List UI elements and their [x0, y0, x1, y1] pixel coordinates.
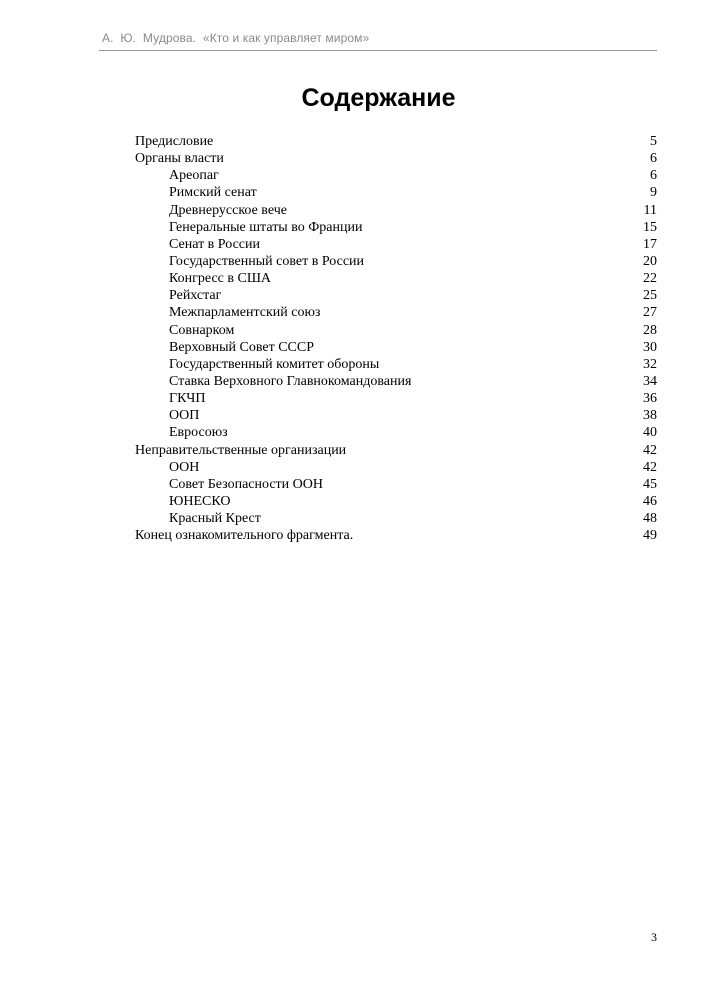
toc-entry[interactable] [135, 236, 657, 253]
toc-entry[interactable] [135, 304, 657, 321]
toc-entry-title: ООП [169, 408, 200, 424]
toc-entry[interactable] [135, 219, 657, 236]
toc-entry[interactable] [135, 442, 657, 459]
toc-entry[interactable] [135, 202, 657, 219]
toc-entry[interactable] [135, 184, 657, 201]
toc-entry-page: 40 [643, 425, 657, 441]
toc-entry-title: Верховный Совет СССР [169, 339, 315, 355]
toc-entry-page: 38 [643, 408, 657, 424]
toc-entry-title: Красный Крест [169, 511, 261, 527]
toc-entry-page: 17 [643, 236, 657, 252]
toc-entry-page: 5 [650, 134, 657, 149]
toc-entry-page: 6 [650, 151, 657, 167]
toc-entry-title: Сенат в России [169, 236, 260, 252]
toc-entry-title: Органы власти [135, 151, 224, 167]
toc-entry-title: Конец ознакомительного фрагмента. [135, 528, 354, 544]
toc-entry[interactable] [135, 287, 657, 304]
toc-entry-page: 36 [643, 391, 657, 407]
toc-entry-title: Римский сенат [169, 185, 257, 201]
toc-entry-title: ООН [169, 459, 200, 475]
toc-entry-page: 9 [650, 185, 657, 201]
header-divider [99, 50, 657, 51]
toc-entry[interactable] [135, 510, 657, 527]
toc-entry[interactable] [135, 476, 657, 493]
toc-entry-page: 45 [643, 476, 657, 492]
toc-entry[interactable] [135, 407, 657, 424]
toc-entry[interactable] [135, 322, 657, 339]
toc-entry-title: Совнарком [169, 322, 235, 338]
toc-entry-title: Древнерусское вече [169, 202, 287, 218]
toc-entry-page: 15 [643, 219, 657, 235]
toc-entry[interactable] [135, 253, 657, 270]
toc-entry[interactable] [135, 167, 657, 184]
table-of-contents [135, 133, 657, 544]
toc-entry-title: Неправительственные организации [135, 442, 347, 458]
toc-entry[interactable] [135, 527, 657, 544]
toc-entry-page: 11 [643, 202, 657, 218]
toc-entry-title: Совет Безопасности ООН [169, 476, 323, 492]
toc-entry-title: Государственный комитет обороны [169, 356, 380, 372]
toc-entry-page: 30 [643, 339, 657, 355]
toc-entry-page: 22 [643, 271, 657, 287]
page-number: 3 [651, 930, 657, 944]
toc-entry-title: Генеральные штаты во Франции [169, 219, 363, 235]
toc-entry[interactable] [135, 459, 657, 476]
toc-entry-page: 6 [650, 168, 657, 184]
toc-entry-page: 42 [643, 459, 657, 475]
toc-entry-title: Ареопаг [169, 168, 219, 184]
toc-entry-title: Евросоюз [169, 425, 228, 441]
toc-entry-page: 25 [643, 288, 657, 304]
toc-entry-title: ГКЧП [169, 391, 206, 407]
toc-entry-page: 32 [643, 356, 657, 372]
toc-entry[interactable] [135, 133, 657, 150]
toc-entry-title: Рейхстаг [169, 288, 222, 304]
toc-entry-title: Предисловие [135, 134, 214, 149]
toc-entry-page: 20 [643, 253, 657, 269]
toc-entry[interactable] [135, 390, 657, 407]
toc-entry-page: 48 [643, 511, 657, 527]
toc-entry-title: ЮНЕСКО [169, 493, 231, 509]
toc-entry-title: Государственный совет в России [169, 253, 365, 269]
toc-entry[interactable] [135, 493, 657, 510]
toc-entry[interactable] [135, 424, 657, 441]
toc-entry-title: Ставка Верховного Главнокомандования [169, 373, 412, 389]
toc-entry[interactable] [135, 150, 657, 167]
toc-entry-title: Межпарламентский союз [169, 305, 321, 321]
toc-entry[interactable] [135, 270, 657, 287]
toc-entry-page: 34 [643, 373, 657, 389]
toc-entry-page: 49 [643, 528, 657, 544]
toc-entry[interactable] [135, 373, 657, 390]
toc-entry-page: 42 [643, 442, 657, 458]
toc-entry[interactable] [135, 356, 657, 373]
page-title: Содержание [301, 84, 456, 112]
toc-entry-page: 28 [643, 322, 657, 338]
toc-entry-page: 27 [643, 305, 657, 321]
toc-entry-page: 46 [643, 493, 657, 509]
toc-entry-title: Конгресс в США [169, 271, 272, 287]
toc-entry[interactable] [135, 339, 657, 356]
running-header: А. Ю. Мудрова. «Кто и как управляет миром» [102, 31, 370, 45]
